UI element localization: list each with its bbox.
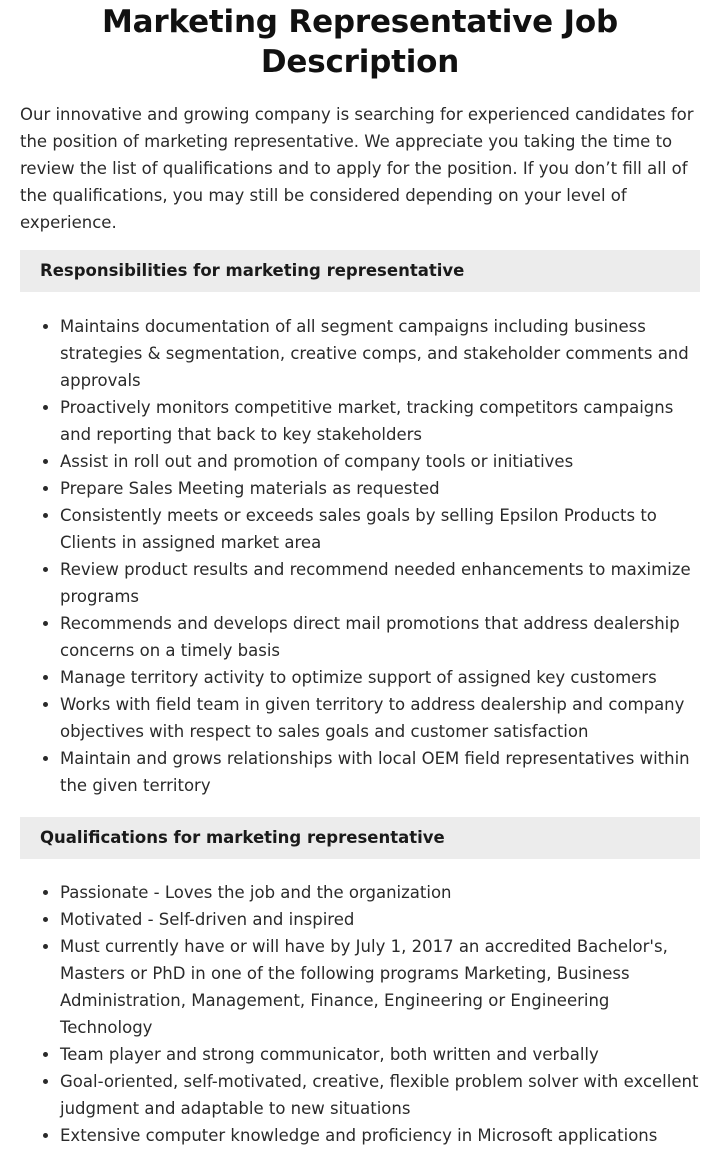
list-item: • Goal-oriented, self-motivated, creative, flexible problem solver with excellent judgment and adaptable to new situations [60,1068,700,1122]
list-item: • Team player and strong communicator, both written and verbally [60,1041,700,1068]
list-item: • Proactively monitors competitive market, tracking competitors campaigns and reporting that back to key stakeholders [60,394,700,448]
list-item: • Consistently meets or exceeds sales goals by selling Epsilon Products to Clients in assigned market area [60,502,700,556]
list-item: • Passionate - Loves the job and the organization [60,879,700,906]
qualifications-heading: Qualifications for marketing representative [20,817,700,859]
list-item: • Assist in roll out and promotion of company tools or initiatives [60,448,700,475]
list-item: • Motivated - Self-driven and inspired [60,906,700,933]
qualifications-list [20,879,700,1149]
list-item: • Extensive computer knowledge and proficiency in Microsoft applications [60,1122,700,1149]
list-item: • Must currently have or will have by July 1, 2017 an accredited Bachelor's, Masters or PhD in one of the following programs Marketing, Business Administration, Management, Finance, Engineering or Engineering Technology [60,933,700,1041]
responsibilities-heading: Responsibilities for marketing representative [20,250,700,292]
page-title: Marketing Representative Job Description [102,4,618,80]
list-item: • Review product results and recommend needed enhancements to maximize programs [60,556,700,610]
list-item: • Prepare Sales Meeting materials as requested [60,475,700,502]
intro-paragraph: Our innovative and growing company is searching for experienced candidates for the position of marketing representative. We appreciate you taking the time to review the list of qualifications and to apply for the position. If you don’t fill all of the qualifications, you may still be considered depending on your level of experience. [20,105,694,232]
list-item: • Manage territory activity to optimize support of assigned key customers [60,664,700,691]
list-item: • Works with field team in given territory to address dealership and company objectives with respect to sales goals and customer satisfaction [60,691,700,745]
list-item: • Recommends and develops direct mail promotions that address dealership concerns on a timely basis [60,610,700,664]
responsibilities-list [20,313,700,799]
list-item: • Maintain and grows relationships with local OEM field representatives within the given territory [60,745,700,799]
list-item: • Maintains documentation of all segment campaigns including business strategies & segmentation, creative comps, and stakeholder comments and approvals [60,313,700,394]
